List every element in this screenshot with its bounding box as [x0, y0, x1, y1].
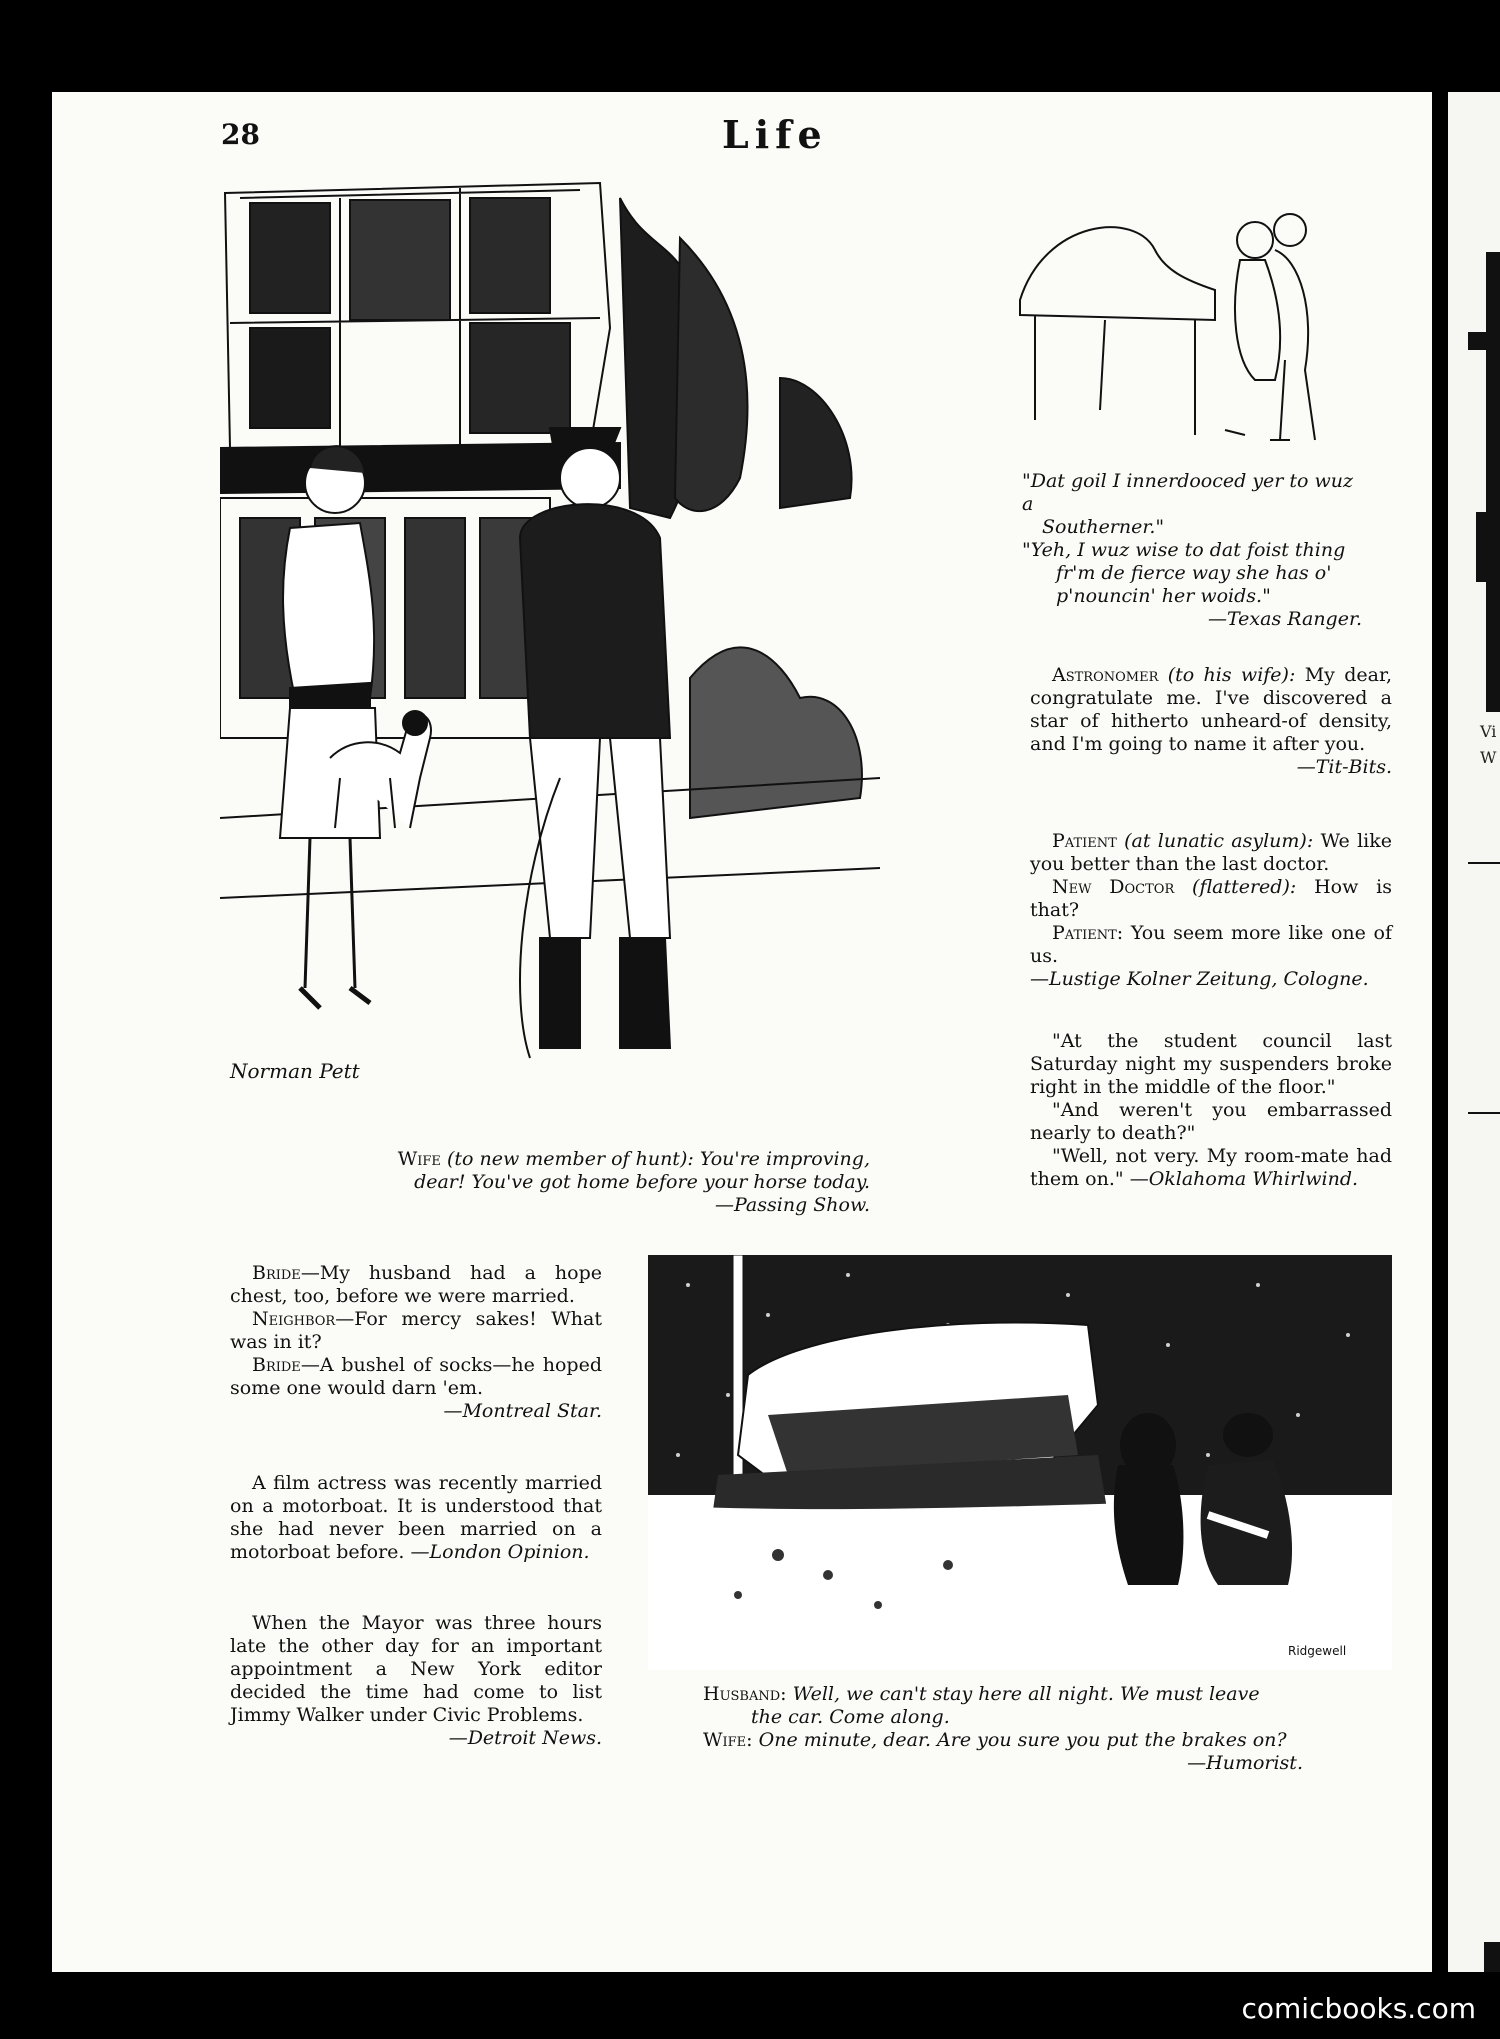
speaker: Patient: [1052, 922, 1124, 944]
page-number: 28 [221, 118, 260, 151]
caption-line: Southerner." [1042, 516, 1165, 538]
aside: (to his wife): [1167, 664, 1296, 686]
caption-line: fr'm de fierce way she has o' [1056, 562, 1332, 584]
adjacent-text: W [1480, 748, 1497, 767]
speaker: Wife: [703, 1729, 753, 1751]
joke-text: We like you better than the last doctor. [1030, 830, 1392, 875]
hunt-cartoon [220, 178, 880, 1138]
piano-illustration [1015, 200, 1355, 460]
joke-source: —Oklahoma Whirlwind. [1129, 1168, 1359, 1190]
aside: (flattered): [1192, 876, 1297, 898]
caption-source: —Texas Ranger. [1207, 608, 1362, 630]
caption-line: "Yeh, I wuz wise to dat foist thing [1022, 539, 1346, 561]
joke-mayor [230, 1612, 602, 1750]
magazine-logo: Life [722, 112, 828, 157]
joke-suspenders [1030, 1030, 1392, 1191]
caption-line: You're improving, [699, 1148, 870, 1170]
hunt-illustration [220, 178, 880, 1138]
joke-source: —Lustige Kolner Zeitung, Cologne. [1030, 968, 1369, 990]
snow-illustration [648, 1255, 1392, 1670]
hunt-signature: Norman Pett [230, 1059, 360, 1083]
joke-astronomer [1030, 664, 1392, 779]
joke-text: —My husband had a hope chest, too, before we were married. [230, 1262, 602, 1307]
joke-bride [230, 1262, 602, 1423]
joke-text: How is that? [1030, 876, 1392, 921]
speaker: Neighbor [252, 1308, 336, 1330]
joke-source: —London Opinion. [410, 1541, 590, 1563]
joke-patient [1030, 830, 1392, 991]
caption-aside: (to new member of hunt): [446, 1148, 694, 1170]
caption-line: p'nouncin' her woids." [1056, 585, 1271, 607]
piano-cartoon [1015, 200, 1355, 460]
caption-line: One minute, dear. Are you sure you put the brakes on? [758, 1729, 1287, 1751]
snow-signature: Ridgewell [1288, 1644, 1347, 1658]
joke-source: —Tit-Bits. [1296, 756, 1392, 778]
joke-text: "Well, not very. My room-mate had them on." [1030, 1145, 1392, 1190]
caption-line: dear! You've got home before your horse today. [414, 1171, 870, 1193]
joke-text: My dear, congratulate me. I've discovered a star of hitherto unheard-of density, and I'm going to name it after you. [1030, 664, 1393, 755]
caption-speaker: Wife [397, 1148, 441, 1170]
caption-source: —Passing Show. [714, 1194, 870, 1216]
watermark: comicbooks.com [1241, 1992, 1476, 2025]
joke-text: You seem more like one of us. [1030, 922, 1393, 967]
speaker: New Doctor [1052, 876, 1175, 898]
joke-text: "At the student council last Saturday night my suspenders broke right in the middle of the floor." [1030, 1030, 1392, 1098]
adjacent-text: Vi [1480, 722, 1497, 741]
snow-cartoon [648, 1255, 1392, 1670]
snow-caption [703, 1683, 1343, 1775]
piano-caption [1022, 470, 1362, 631]
joke-source: —Detroit News. [448, 1727, 602, 1749]
hunt-caption [340, 1148, 870, 1217]
caption-source: —Humorist. [1187, 1752, 1303, 1774]
joke-source: —Montreal Star. [443, 1400, 602, 1422]
joke-text: "And weren't you embarrassed nearly to death?" [1030, 1099, 1392, 1144]
caption-line: "Dat goil I innerdooced yer to wuz a [1022, 470, 1354, 515]
adjacent-page [1448, 92, 1500, 1972]
joke-text: —For mercy sakes! What was in it? [230, 1308, 602, 1353]
speaker: Astronomer [1052, 664, 1159, 686]
aside: (at lunatic asylum): [1124, 830, 1314, 852]
speaker: Patient [1052, 830, 1117, 852]
speaker: Bride [252, 1262, 301, 1284]
joke-text: A film actress was recently married on a motorboat. It is understood that she had never been married on a motorboat before. [230, 1472, 602, 1563]
joke-text: —A bushel of socks—he hoped some one would darn 'em. [230, 1354, 602, 1399]
speaker: Bride [252, 1354, 301, 1376]
caption-line: the car. Come along. [751, 1706, 950, 1728]
speaker: Husband: [703, 1683, 787, 1705]
caption-line: Well, we can't stay here all night. We must leave [792, 1683, 1260, 1705]
joke-text: When the Mayor was three hours late the other day for an important appointment a New York editor decided the time had come to list Jimmy Walker under Civic Problems. [230, 1612, 602, 1726]
joke-actress [230, 1472, 602, 1564]
